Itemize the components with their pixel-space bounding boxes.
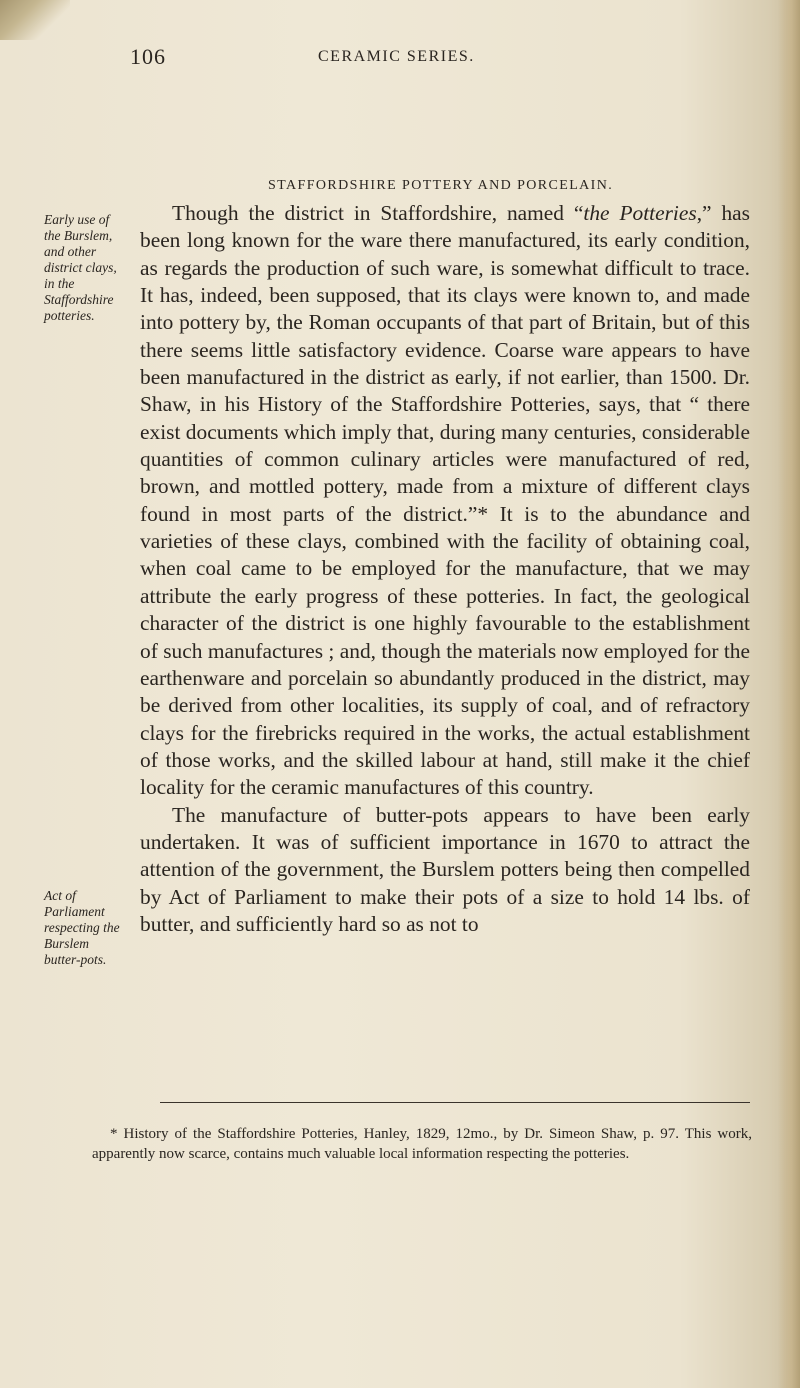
paragraph-2: The manufacture of butter-pots appears to have been early undertaken. It was of sufficient importance in 1670 to attract the attention of the government, the Burslem potters being then compelled by Act of Parliament to make their pots of a size to hold 14 lbs. of butter, and sufficiently hard so as not to <box>140 802 750 936</box>
paragraph-1-italic: the Potteries <box>583 201 697 225</box>
paragraph-1 <box>140 200 750 802</box>
running-head: CERAMIC SERIES. <box>318 48 475 65</box>
footnote-divider <box>160 1102 750 1103</box>
margin-note-early-use: Early use of the Burslem, and other district clays, in the Staffordshire potteries. <box>44 212 117 323</box>
page-number: 106 <box>130 44 166 69</box>
footnote: * History of the Staffordshire Potteries, Hanley, 1829, 12mo., by Dr. Simeon Shaw, p. 97. This work, apparently now scarce, contains much valuable local information respecting the potteries. <box>92 1126 752 1162</box>
paragraph-1-rest: ,” has been long known for the ware there manufactured, its early condition, as regards the production of such ware, is somewhat difficult to trace. It has, indeed, been supposed, that its clays were known to, and made into pottery by, the Roman occupants of that part of Britain, but of this there seems little satisfactory evidence. Coarse ware appears to have been manufactured in the district as early, if not earlier, than 1500. Dr. Shaw, in his History of the Staffordshire Potteries, says, that “ there exist documents which imply that, during many centuries, considerable quantities of common culinary articles were manufactured of red, brown, and mottled pottery, made from a mixture of different clays found in most parts of the district.”* It is to the abundance and varieties of these clays, combined with the facility of obtaining coal, when coal came to be employed for the manufacture, that we may attribute the early progress of these potteries. In fact, the geological character of the district is one highly favourable to the establishment of such manufactures ; and, though the materials now employed for the earthenware and porcelain so abundantly produced in the district, may be derived from other localities, its supply of coal, and of refractory clays for the firebricks required in the works, the actual establishment of those works, and the skilled labour at hand, still make it the chief locality for the ceramic manufactures of this country. <box>140 201 750 800</box>
body-text <box>140 200 750 938</box>
page-corner-shadow <box>0 0 70 40</box>
paragraph-1-start: Though the district in Staffordshire, named “ <box>172 201 584 225</box>
page-header <box>0 44 800 84</box>
section-title: STAFFORDSHIRE POTTERY AND PORCELAIN. <box>268 178 614 193</box>
margin-note-act-of-parliament: Act of Parliament respecting the Burslem butter-pots. <box>44 888 120 967</box>
page-edge-shadow <box>778 0 800 1388</box>
